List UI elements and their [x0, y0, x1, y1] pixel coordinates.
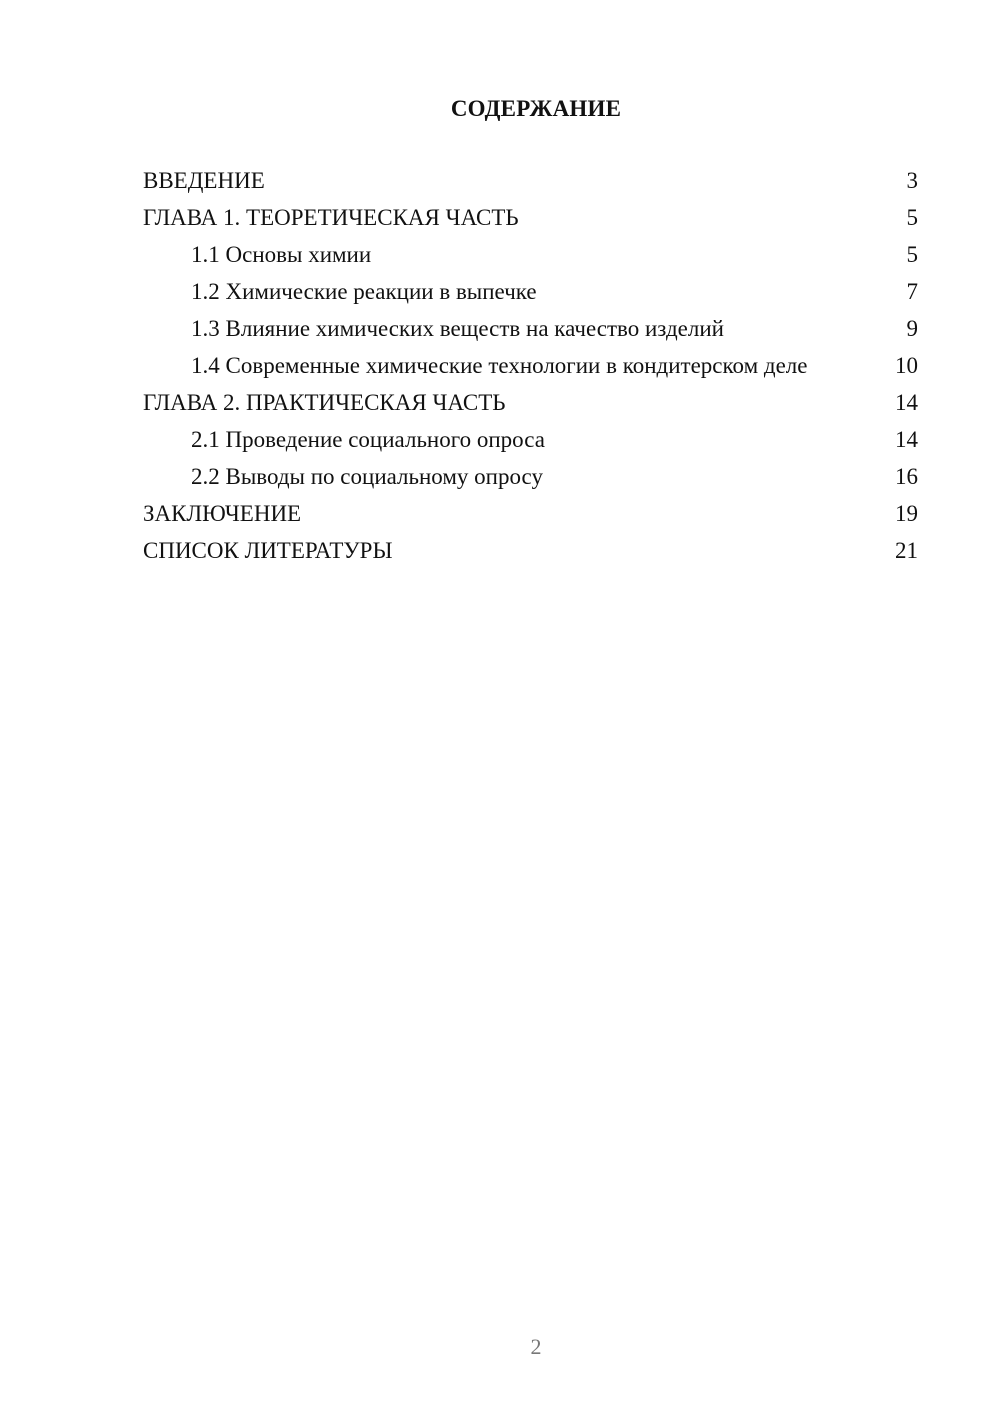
- page-title: СОДЕРЖАНИЕ: [450, 96, 622, 121]
- toc-item-page: 14: [895, 390, 918, 415]
- toc-item-section-1-2[interactable]: [143, 278, 918, 306]
- toc-item-label: ЗАКЛЮЧЕНИЕ: [143, 501, 302, 526]
- toc-item-page: 10: [895, 353, 918, 378]
- toc-item-label: 1.3 Влияние химических веществ на качество изделий: [191, 316, 724, 341]
- toc-item-introduction[interactable]: [143, 167, 918, 195]
- toc-item-page: 19: [895, 501, 918, 526]
- toc-item-page: 5: [906, 242, 918, 267]
- toc-item-label: СПИСОК ЛИТЕРАТУРЫ: [143, 538, 393, 563]
- toc-item-section-2-1[interactable]: [143, 426, 918, 454]
- toc-item-page: 7: [906, 279, 918, 304]
- toc-item-page: 5: [906, 205, 918, 230]
- toc-item-chapter-1[interactable]: [143, 204, 918, 232]
- toc-item-section-2-2[interactable]: [143, 463, 918, 491]
- toc-item-label: ГЛАВА 1. ТЕОРЕТИЧЕСКАЯ ЧАСТЬ: [143, 205, 519, 230]
- toc-item-label: 1.1 Основы химии: [191, 242, 372, 267]
- toc-item-label: 2.1 Проведение социального опроса: [191, 427, 545, 452]
- toc-item-section-1-3[interactable]: [143, 315, 918, 343]
- toc-item-conclusion[interactable]: [143, 500, 918, 528]
- page-number: 2: [530, 1334, 542, 1359]
- toc-item-section-1-1[interactable]: [143, 241, 918, 269]
- toc-item-label: 2.2 Выводы по социальному опросу: [191, 464, 543, 489]
- toc-item-page: 21: [895, 538, 918, 563]
- toc-item-page: 9: [906, 316, 918, 341]
- toc-item-label: ГЛАВА 2. ПРАКТИЧЕСКАЯ ЧАСТЬ: [143, 390, 506, 415]
- toc-item-references[interactable]: [143, 537, 918, 565]
- toc-item-section-1-4[interactable]: [143, 352, 918, 380]
- toc-item-page: 14: [895, 427, 918, 452]
- toc-item-page: 16: [895, 464, 918, 489]
- table-of-contents: [143, 167, 918, 574]
- toc-item-page: 3: [906, 168, 918, 193]
- toc-item-label: 1.2 Химические реакции в выпечке: [191, 279, 537, 304]
- toc-item-label: 1.4 Современные химические технологии в кондитерском деле: [191, 353, 808, 378]
- toc-item-label: ВВЕДЕНИЕ: [143, 168, 265, 193]
- toc-item-chapter-2[interactable]: [143, 389, 918, 417]
